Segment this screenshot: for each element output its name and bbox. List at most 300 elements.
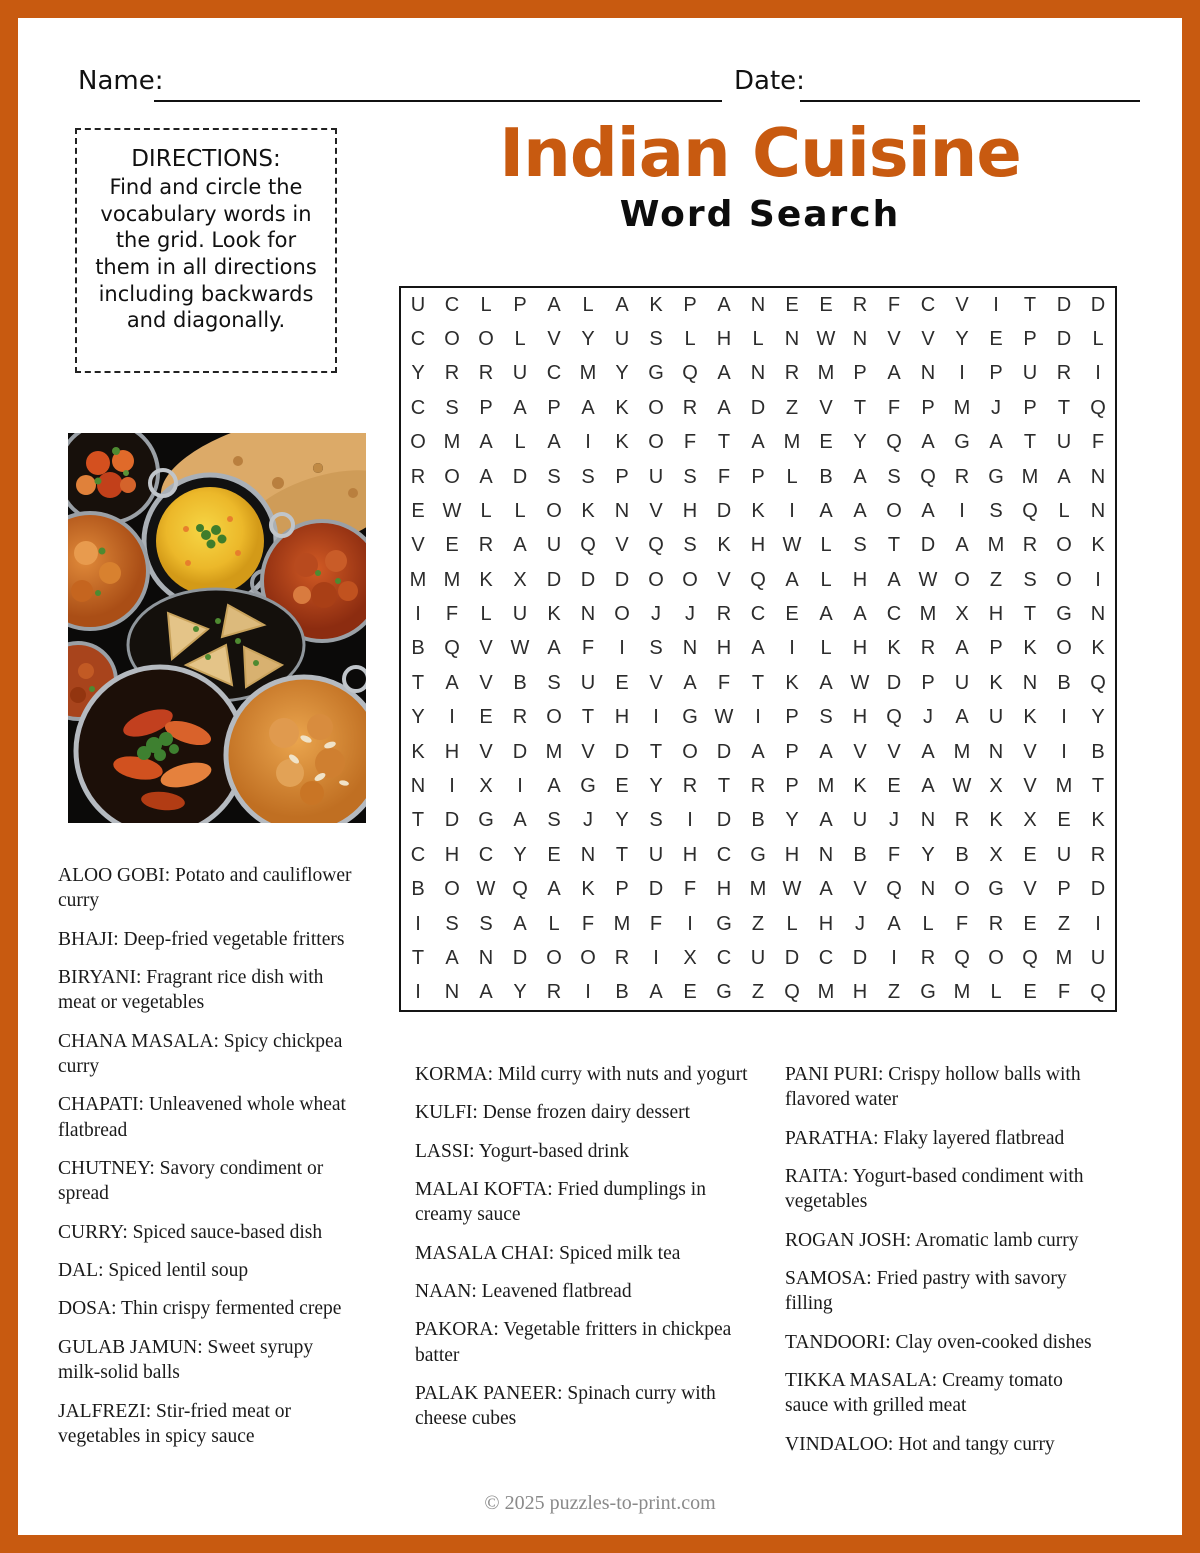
grid-cell: Q (920, 465, 936, 488)
grid-cell: A (853, 465, 867, 488)
grid-cell: O (410, 431, 426, 454)
grid-cell: D (512, 740, 528, 763)
grid-cell: A (853, 499, 867, 522)
grid-cell: K (547, 603, 561, 626)
grid-cell: K (989, 671, 1003, 694)
grid-cell: U (546, 534, 562, 557)
grid-cell: U (1056, 843, 1072, 866)
grid-cell: A (751, 740, 765, 763)
grid-cell: K (649, 293, 663, 316)
grid-cell: U (988, 706, 1004, 729)
grid-cell: A (717, 293, 731, 316)
grid-cell: A (819, 671, 833, 694)
grid-cell: J (923, 706, 933, 729)
grid-cell: C (716, 946, 732, 969)
grid-cell: T (1091, 775, 1105, 798)
grid-cell: L (514, 499, 526, 522)
grid-cell: D (1056, 328, 1072, 351)
grid-cell: R (1056, 362, 1072, 385)
grid-cell: E (1023, 912, 1037, 935)
grid-cell: T (717, 431, 731, 454)
grid-cell: O (1056, 637, 1072, 660)
grid-cell: S (887, 465, 901, 488)
grid-cell: P (785, 775, 799, 798)
grid-cell: A (955, 637, 969, 660)
word-definition: NAAN: Leavened flatbread (415, 1281, 632, 1303)
grid-cell: N (750, 293, 766, 316)
grid-cell: A (683, 671, 697, 694)
grid-cell: O (988, 946, 1004, 969)
grid-cell: V (819, 396, 833, 419)
grid-cell: R (1090, 843, 1106, 866)
grid-cell: L (480, 603, 492, 626)
grid-cell: T (411, 671, 425, 694)
grid-cell: A (547, 431, 561, 454)
copyright-footer: © 2025 puzzles-to-print.com (484, 1492, 716, 1514)
grid-cell: O (954, 568, 970, 591)
grid-cell: A (955, 706, 969, 729)
grid-cell: L (684, 328, 696, 351)
grid-cell: E (887, 775, 901, 798)
grid-cell: Q (444, 637, 460, 660)
grid-cell: N (682, 637, 698, 660)
grid-cell: U (512, 603, 528, 626)
grid-cell: I (789, 499, 795, 522)
word-definition: LASSI: Yogurt-based drink (415, 1140, 629, 1162)
grid-cell: I (959, 499, 965, 522)
grid-cell: F (887, 293, 901, 316)
grid-cell: V (887, 740, 901, 763)
grid-cell: U (954, 671, 970, 694)
grid-cell: A (887, 362, 901, 385)
grid-cell: I (687, 809, 693, 832)
grid-cell: Z (989, 568, 1003, 591)
grid-cell: L (820, 568, 832, 591)
grid-cell: K (1091, 637, 1105, 660)
grid-cell: B (751, 809, 765, 832)
grid-cell: H (750, 534, 766, 557)
masala-bowl-bottom-left (76, 667, 244, 823)
grid-cell: V (649, 671, 663, 694)
grid-cell: O (1056, 568, 1072, 591)
grid-cell: A (751, 637, 765, 660)
grid-cell: W (782, 534, 802, 557)
grid-cell: Q (1090, 396, 1106, 419)
grid-cell: A (887, 568, 901, 591)
grid-cell: M (1021, 465, 1039, 488)
grid-cell: A (819, 878, 833, 901)
grid-cell: V (1023, 740, 1037, 763)
grid-cell: S (649, 637, 663, 660)
grid-cell: T (411, 809, 425, 832)
grid-cell: S (547, 465, 561, 488)
grid-cell: V (717, 568, 731, 591)
grid-cell: J (889, 809, 899, 832)
grid-cell: E (819, 431, 833, 454)
grid-cell: K (717, 534, 731, 557)
grid-cell: A (1057, 465, 1071, 488)
grid-cell: P (921, 396, 935, 419)
grid-cell: P (1057, 878, 1071, 901)
grid-cell: B (955, 843, 969, 866)
grid-cell: S (581, 465, 595, 488)
grid-cell: S (649, 809, 663, 832)
grid-cell: S (649, 328, 663, 351)
grid-cell: A (819, 603, 833, 626)
grid-cell: H (716, 328, 732, 351)
grid-cell: D (614, 740, 630, 763)
grid-cell: F (581, 637, 595, 660)
grid-cell: R (682, 775, 698, 798)
grid-cell: Q (1090, 981, 1106, 1004)
word-definition: VINDALOO: Hot and tangy curry (785, 1433, 1055, 1455)
word-definition: JALFREZI: Stir-fried meat or vegetables in spicy sauce (58, 1400, 292, 1447)
rice-bowl (144, 470, 276, 607)
grid-cell: D (580, 568, 596, 591)
grid-cell: V (581, 740, 595, 763)
grid-cell: K (853, 775, 867, 798)
grid-cell: Y (615, 362, 629, 385)
grid-cell: K (751, 499, 765, 522)
grid-cell: H (716, 637, 732, 660)
grid-cell: D (444, 809, 460, 832)
word-search-grid (399, 286, 1117, 1012)
grid-cell: F (683, 878, 697, 901)
grid-cell: A (513, 912, 527, 935)
grid-cell: S (683, 534, 697, 557)
grid-cell: A (785, 568, 799, 591)
grid-cell: F (717, 465, 731, 488)
grid-cell: X (513, 568, 527, 591)
grid-cell: A (921, 499, 935, 522)
grid-cell: K (785, 671, 799, 694)
grid-cell: O (886, 499, 902, 522)
grid-cell: D (1090, 293, 1106, 316)
grid-cell: M (783, 431, 801, 454)
grid-cell: L (820, 637, 832, 660)
grid-cell: M (953, 740, 971, 763)
grid-cell: M (817, 362, 835, 385)
grid-cell: K (989, 809, 1003, 832)
word-definition: PARATHA: Flaky layered flatbread (785, 1127, 1065, 1149)
grid-cell: D (546, 568, 562, 591)
grid-cell: T (1023, 431, 1037, 454)
grid-cell: R (546, 981, 562, 1004)
grid-cell: R (784, 362, 800, 385)
grid-cell: N (920, 362, 936, 385)
grid-cell: N (444, 981, 460, 1004)
grid-cell: W (714, 706, 734, 729)
grid-cell: U (410, 293, 426, 316)
grid-cell: I (993, 293, 999, 316)
grid-cell: X (479, 775, 493, 798)
grid-cell: D (716, 499, 732, 522)
grid-cell: E (785, 293, 799, 316)
grid-cell: H (852, 637, 868, 660)
grid-cell: C (444, 293, 460, 316)
grid-cell: X (989, 843, 1003, 866)
grid-cell: M (613, 912, 631, 935)
grid-cell: R (512, 706, 528, 729)
grid-cell: T (411, 946, 425, 969)
grid-cell: I (789, 637, 795, 660)
grid-cell: Y (921, 843, 935, 866)
grid-cell: U (1022, 362, 1038, 385)
grid-cell: R (478, 362, 494, 385)
grid-cell: P (921, 671, 935, 694)
grid-cell: L (786, 465, 798, 488)
grid-cell: N (988, 740, 1004, 763)
grid-cell: P (785, 740, 799, 763)
grid-cell: Q (1022, 946, 1038, 969)
grid-cell: C (410, 843, 426, 866)
grid-cell: E (1057, 809, 1071, 832)
grid-cell: G (920, 981, 936, 1004)
word-definition: BIRYANI: Fragrant rice dish with meat or vegetables (58, 967, 324, 1014)
grid-cell: Q (512, 878, 528, 901)
grid-cell: Y (785, 809, 799, 832)
grid-cell: E (479, 706, 493, 729)
grid-cell: W (816, 328, 836, 351)
grid-cell: O (546, 499, 562, 522)
grid-cell: N (920, 809, 936, 832)
grid-cell: G (716, 912, 732, 935)
grid-cell: I (959, 362, 965, 385)
grid-cell: Z (1057, 912, 1071, 935)
grid-cell: A (887, 912, 901, 935)
grid-cell: H (784, 843, 800, 866)
grid-cell: P (479, 396, 493, 419)
grid-cell: Z (751, 912, 765, 935)
grid-cell: E (819, 293, 833, 316)
grid-cell: A (921, 740, 935, 763)
grid-cell: S (479, 912, 493, 935)
grid-cell: O (444, 465, 460, 488)
grid-cell: R (614, 946, 630, 969)
grid-cell: R (988, 912, 1004, 935)
grid-cell: I (517, 775, 523, 798)
grid-cell: M (1055, 946, 1073, 969)
grid-cell: A (547, 878, 561, 901)
grid-cell: K (479, 568, 493, 591)
grid-cell: C (410, 396, 426, 419)
grid-cell: J (583, 809, 593, 832)
word-definition: PANI PURI: Crispy hollow balls with flavored water (785, 1064, 1081, 1111)
grid-cell: V (853, 878, 867, 901)
grid-cell: F (1057, 981, 1071, 1004)
grid-cell: T (649, 740, 663, 763)
grid-cell: Z (751, 981, 765, 1004)
grid-cell: D (750, 396, 766, 419)
grid-cell: C (818, 946, 834, 969)
grid-cell: V (921, 328, 935, 351)
grid-cell: B (1091, 740, 1105, 763)
grid-cell: H (716, 878, 732, 901)
grid-cell: A (819, 499, 833, 522)
grid-cell: F (955, 912, 969, 935)
grid-cell: J (991, 396, 1001, 419)
word-definition: MASALA CHAI: Spiced milk tea (415, 1242, 681, 1264)
word-definition: CHANA MASALA: Spicy chickpea curry (58, 1030, 343, 1078)
grid-cell: N (784, 328, 800, 351)
grid-cell: O (546, 946, 562, 969)
grid-cell: F (649, 912, 663, 935)
grid-cell: I (449, 706, 455, 729)
grid-cell: W (850, 671, 870, 694)
grid-cell: S (445, 912, 459, 935)
grid-cell: T (581, 706, 595, 729)
grid-cell: C (750, 603, 766, 626)
grid-cell: R (750, 775, 766, 798)
grid-cell: K (581, 499, 595, 522)
grid-cell: G (648, 362, 664, 385)
grid-cell: E (615, 671, 629, 694)
grid-cell: L (514, 431, 526, 454)
grid-cell: Y (411, 362, 425, 385)
grid-cell: V (547, 328, 561, 351)
grid-cell: R (410, 465, 426, 488)
grid-cell: K (411, 740, 425, 763)
grid-cell: O (682, 740, 698, 763)
grid-cell: V (955, 293, 969, 316)
grid-cell: N (920, 878, 936, 901)
grid-cell: C (716, 843, 732, 866)
grid-cell: B (615, 981, 629, 1004)
word-definition: KULFI: Dense frozen dairy dessert (415, 1102, 691, 1124)
grid-cell: B (513, 671, 527, 694)
grid-cell: U (648, 465, 664, 488)
grid-cell: I (755, 706, 761, 729)
grid-cell: V (649, 499, 663, 522)
grid-cell: M (749, 878, 767, 901)
grid-cell: D (648, 878, 664, 901)
grid-cell: T (717, 775, 731, 798)
grid-cell: X (683, 946, 697, 969)
grid-cell: F (717, 671, 731, 694)
grid-cell: E (1023, 981, 1037, 1004)
grid-cell: P (1023, 328, 1037, 351)
word-definition: MALAI KOFTA: Fried dumplings in creamy sauce (415, 1179, 706, 1226)
grid-cell: W (476, 878, 496, 901)
grid-cell: H (614, 706, 630, 729)
grid-cell: K (615, 431, 629, 454)
grid-cell: K (581, 878, 595, 901)
grid-cell: D (1090, 878, 1106, 901)
grid-cell: L (820, 534, 832, 557)
name-label: Name: (78, 66, 164, 96)
grid-cell: S (683, 465, 697, 488)
word-definition: RAITA: Yogurt-based condiment with vegetables (785, 1166, 1084, 1213)
grid-cell: R (954, 809, 970, 832)
grid-cell: B (411, 637, 425, 660)
grid-cell: L (990, 981, 1002, 1004)
grid-cell: W (510, 637, 530, 660)
grid-cell: L (582, 293, 594, 316)
grid-cell: C (546, 362, 562, 385)
grid-cell: O (682, 568, 698, 591)
date-write-line (800, 70, 1140, 102)
grid-cell: N (1090, 499, 1106, 522)
word-definition: ROGAN JOSH: Aromatic lamb curry (785, 1229, 1079, 1251)
grid-cell: V (479, 637, 493, 660)
grid-cell: U (580, 671, 596, 694)
grid-cell: Y (955, 328, 969, 351)
grid-cell: O (648, 568, 664, 591)
grid-cell: G (750, 843, 766, 866)
grid-cell: S (989, 499, 1003, 522)
word-definition: TANDOORI: Clay oven-cooked dishes (785, 1331, 1092, 1353)
grid-cell: Q (1090, 671, 1106, 694)
grid-cell: F (1091, 431, 1105, 454)
grid-cell: L (752, 328, 764, 351)
grid-cell: A (479, 981, 493, 1004)
word-definition: GULAB JAMUN: Sweet syrupy milk-solid balls (58, 1336, 314, 1384)
paneer-tikka-bowl (68, 433, 158, 523)
grid-cell: I (585, 431, 591, 454)
grid-cell: B (853, 843, 867, 866)
grid-cell: C (410, 328, 426, 351)
grid-cell: T (853, 396, 867, 419)
grid-cell: A (717, 396, 731, 419)
grid-cell: M (919, 603, 937, 626)
grid-cell: H (682, 843, 698, 866)
grid-cell: M (545, 740, 563, 763)
grid-cell: N (580, 843, 596, 866)
grid-cell: R (682, 396, 698, 419)
grid-cell: T (1023, 603, 1037, 626)
grid-cell: A (819, 740, 833, 763)
grid-cell: N (852, 328, 868, 351)
grid-cell: N (750, 362, 766, 385)
grid-cell: E (615, 775, 629, 798)
grid-cell: I (415, 912, 421, 935)
grid-cell: W (952, 775, 972, 798)
grid-cell: E (785, 603, 799, 626)
grid-cell: B (411, 878, 425, 901)
grid-cell: A (921, 775, 935, 798)
grid-cell: G (478, 809, 494, 832)
grid-cell: I (449, 775, 455, 798)
grid-cell: L (548, 912, 560, 935)
grid-cell: H (852, 568, 868, 591)
grid-cell: F (445, 603, 459, 626)
grid-cell: W (782, 878, 802, 901)
word-definition: CHUTNEY: Savory condiment or spread (58, 1158, 324, 1205)
grid-cell: L (786, 912, 798, 935)
grid-cell: V (1023, 878, 1037, 901)
grid-cell: J (685, 603, 695, 626)
grid-cell: G (716, 981, 732, 1004)
grid-cell: G (988, 465, 1004, 488)
grid-cell: G (954, 431, 970, 454)
grid-cell: I (687, 912, 693, 935)
grid-cell: M (443, 431, 461, 454)
grid-cell: L (1058, 499, 1070, 522)
word-definition: SAMOSA: Fried pastry with savory filling (785, 1268, 1067, 1315)
grid-cell: A (513, 809, 527, 832)
grid-cell: L (1092, 328, 1104, 351)
grid-cell: T (1023, 293, 1037, 316)
grid-cell: V (479, 740, 493, 763)
grid-cell: O (444, 878, 460, 901)
grid-cell: A (547, 293, 561, 316)
grid-cell: H (852, 706, 868, 729)
grid-cell: Q (954, 946, 970, 969)
grid-cell: I (415, 981, 421, 1004)
grid-cell: U (852, 809, 868, 832)
word-definition: PAKORA: Vegetable fritters in chickpea batter (415, 1319, 732, 1366)
grid-cell: O (580, 946, 596, 969)
